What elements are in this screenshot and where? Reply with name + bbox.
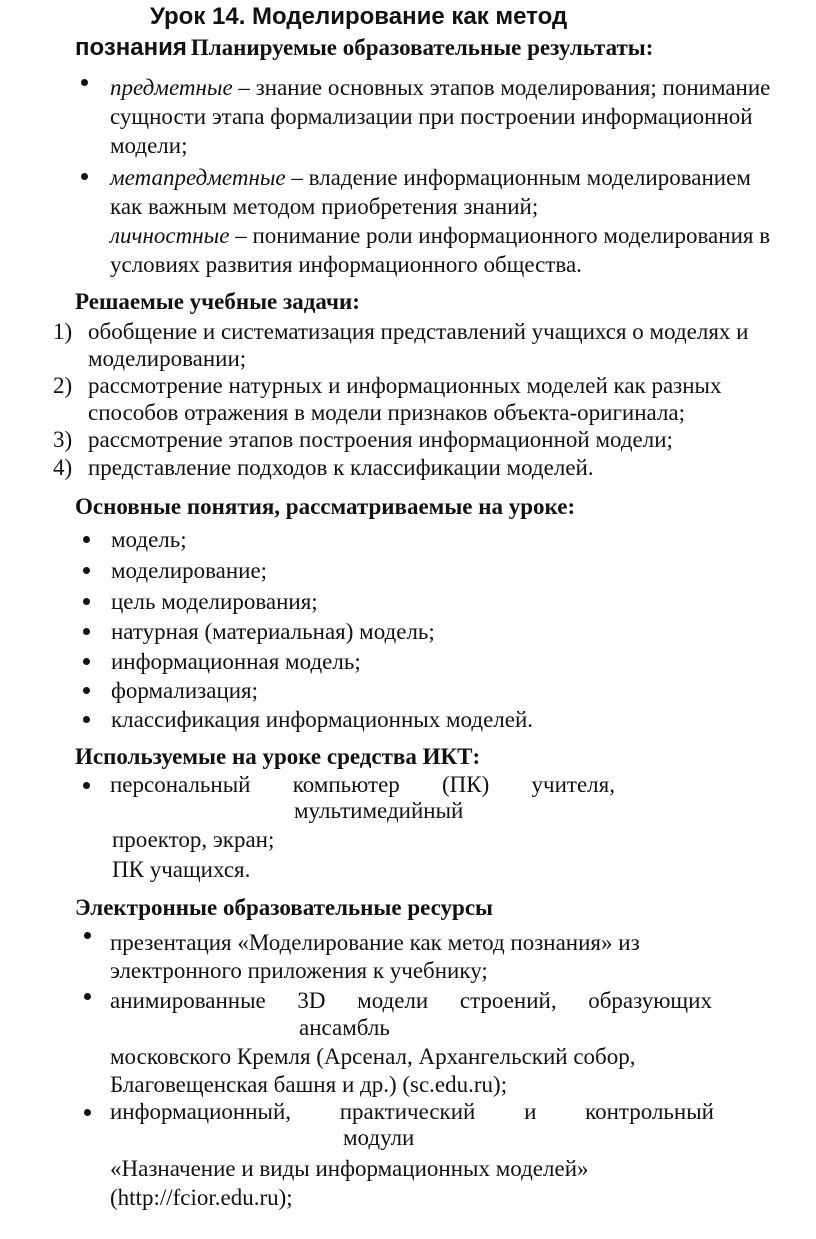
concept-item: натурная (материальная) модель; xyxy=(111,619,435,644)
resource-word: и xyxy=(524,1099,537,1124)
task-item-1-line2: моделировании; xyxy=(88,346,247,371)
resource-1-line1: презентация «Моделирование как метод познания» из xyxy=(110,930,640,955)
concept-item: классификация информационных моделей. xyxy=(111,707,534,732)
bullet-icon xyxy=(84,932,91,939)
resource-word: практический xyxy=(339,1099,476,1124)
concept-item: информационная модель; xyxy=(111,649,361,674)
bullet-icon xyxy=(83,782,90,789)
result-text: – понимание роли информационного моделирования в xyxy=(229,223,771,248)
bullet-icon xyxy=(83,628,90,635)
resource-word: контрольный xyxy=(585,1099,714,1124)
concept-item: формализация; xyxy=(111,678,259,703)
ict-word: учителя, xyxy=(531,772,615,797)
result-text: – знание основных этапов моделирования; понимание xyxy=(232,75,771,100)
resource-word: образующих xyxy=(588,988,712,1013)
task-item-2-line2: способов отражения в модели признаков объекта-оригинала; xyxy=(88,400,686,425)
lesson-title: Урок 14. Моделирование как метод xyxy=(150,3,568,30)
bullet-icon xyxy=(81,79,88,86)
planned-results-heading: Планируемые образовательные результаты: xyxy=(190,35,654,60)
resource-word: модели xyxy=(357,988,429,1013)
ict-heading: Используемые на уроке средства ИКТ: xyxy=(75,744,481,769)
ict-item-1-line3: проектор, экран; xyxy=(112,827,275,852)
result-term: личностные xyxy=(110,223,230,248)
title-continuation: познания xyxy=(75,34,187,61)
resource-word: строений, xyxy=(459,988,557,1013)
ict-word: (ПК) xyxy=(442,772,490,797)
resource-2-line2: ансамбль xyxy=(299,1015,390,1040)
ict-word: персональный xyxy=(110,772,251,797)
resource-1-line2: электронного приложения к учебнику; xyxy=(110,958,488,983)
resource-2-line1 xyxy=(110,987,712,1015)
ict-item-1-line1 xyxy=(110,771,615,799)
concept-item: моделирование; xyxy=(111,558,268,583)
resource-word: информационный, xyxy=(110,1099,292,1124)
concept-item: цель моделирования; xyxy=(111,589,318,614)
bullet-icon xyxy=(84,993,91,1000)
concepts-heading: Основные понятия, рассматриваемые на уроке: xyxy=(75,494,576,519)
result-term: предметные xyxy=(110,75,233,100)
bullet-icon xyxy=(81,173,88,180)
result-subject-line2: сущности этапа формализации при построении информационной xyxy=(110,104,753,129)
ict-item-1-line2: мультимедийный xyxy=(294,798,464,823)
task-item-3: рассмотрение этапов построения информационной модели; xyxy=(88,427,673,452)
resource-2-line3: московского Кремля (Арсенал, Архангельский собор, xyxy=(110,1044,636,1069)
resources-heading: Электронные образовательные ресурсы xyxy=(75,895,493,920)
result-subject-line3: модели; xyxy=(110,133,188,158)
resource-3-line3: «Назначение и виды информационных моделей» xyxy=(110,1156,589,1181)
bullet-icon xyxy=(84,1109,91,1116)
result-text: – владение информационным моделированием xyxy=(285,165,751,190)
resource-word: анимированные xyxy=(110,988,266,1013)
resource-3-line2: модули xyxy=(343,1125,415,1150)
task-number: 1) xyxy=(53,319,73,344)
result-personal-line2: условиях развития информационного общества. xyxy=(110,252,582,277)
title-line2 xyxy=(75,34,653,62)
result-personal-line1 xyxy=(110,222,770,250)
ict-item-2: ПК учащихся. xyxy=(112,857,251,882)
task-item-2-line1: рассмотрение натурных и информационных моделей как разных xyxy=(88,373,722,398)
task-number: 4) xyxy=(53,455,73,480)
bullet-icon xyxy=(83,687,90,694)
resource-3-line1 xyxy=(110,1098,714,1126)
bullet-icon xyxy=(83,598,90,605)
ict-word: компьютер xyxy=(292,772,400,797)
result-term: метапредметные xyxy=(110,165,286,190)
resource-3-link[interactable]: (http://fcior.edu.ru); xyxy=(110,1185,293,1210)
concept-item: модель; xyxy=(111,527,187,552)
resource-2-line4: Благовещенская башня и др.) (sc.edu.ru); xyxy=(110,1072,508,1097)
bullet-icon xyxy=(83,716,90,723)
result-meta-line2: как важным методом приобретения знаний; xyxy=(110,194,539,219)
tasks-heading: Решаемые учебные задачи: xyxy=(75,289,360,314)
result-subject-line1 xyxy=(110,74,770,102)
task-number: 3) xyxy=(53,427,73,452)
bullet-icon xyxy=(83,536,90,543)
result-meta-line1 xyxy=(110,164,751,192)
bullet-icon xyxy=(83,658,90,665)
task-number: 2) xyxy=(53,373,73,398)
task-item-4: представление подходов к классификации моделей. xyxy=(88,455,594,480)
task-item-1-line1: обобщение и систематизация представлений учащихся о моделях и xyxy=(88,319,749,344)
bullet-icon xyxy=(83,567,90,574)
resource-word: 3D xyxy=(297,988,326,1013)
